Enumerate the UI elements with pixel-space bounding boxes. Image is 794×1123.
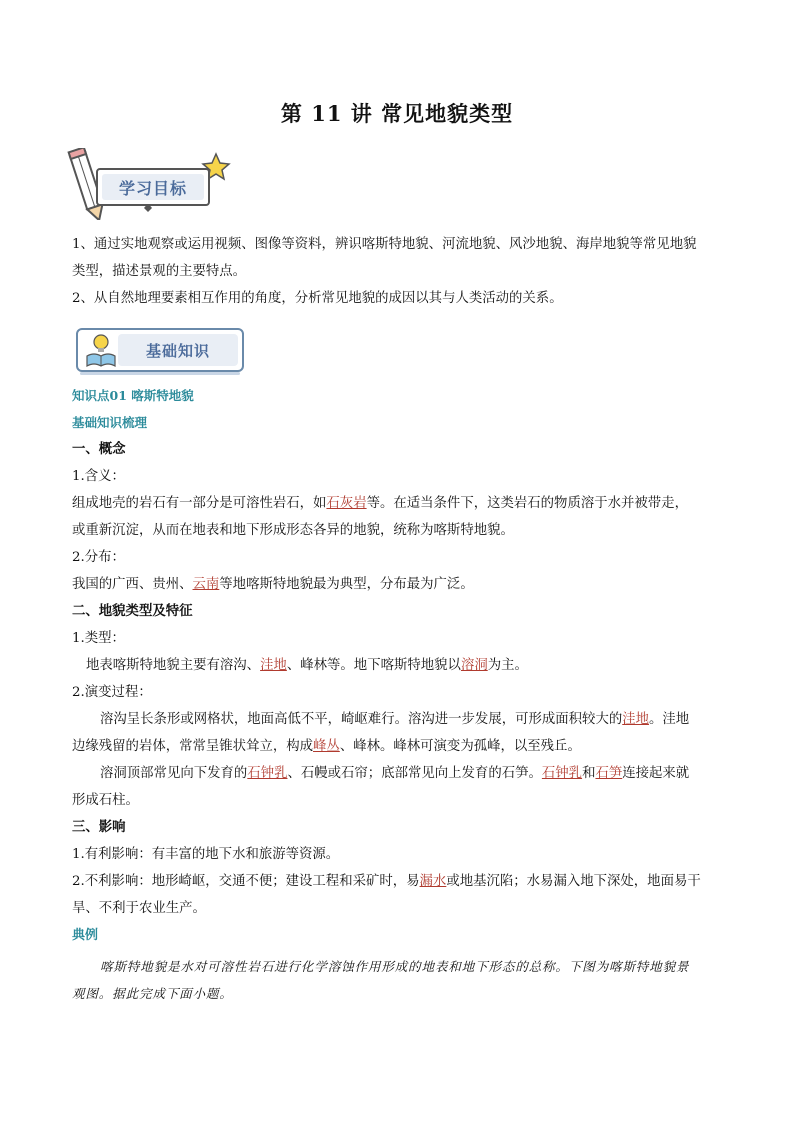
- goal-line-3: 2、从自然地理要素相互作用的角度，分析常见地貌的成因以其与人类活动的关系。: [72, 291, 563, 306]
- highlight-term: 漏水: [419, 874, 447, 889]
- highlight-term: 石笋: [595, 766, 623, 781]
- highlight-term: 石钟乳: [541, 766, 583, 781]
- section-1-heading: 一、概念: [72, 441, 126, 457]
- distribution-label: 2.分布：: [72, 550, 125, 565]
- banner-label: 基础知识: [118, 334, 238, 366]
- banner-frame: [96, 168, 210, 206]
- example-label: 典例: [72, 928, 99, 943]
- types-line: 地表喀斯特地貌主要有溶沟、洼地、峰林等。地下喀斯特地貌以溶洞为主。: [86, 658, 528, 673]
- evolution-label: 2.演变过程：: [72, 685, 152, 700]
- highlight-term: 洼地: [260, 658, 287, 673]
- highlight-term: 溶洞: [460, 658, 488, 673]
- page-title: 第 11 讲 常见地貌类型: [280, 101, 514, 126]
- section-2-heading: 二、地貌类型及特征: [72, 603, 193, 619]
- evolution-line-1: 溶沟呈长条形或网格状，地面高低不平，崎岖难行。溶沟进一步发展，可形成面积较大的洼地。洼地: [100, 712, 690, 727]
- goal-line-1: 1、通过实地观察或运用视频、图像等资料，辨识喀斯特地貌、河流地貌、风沙地貌、海岸地貌等常见地貌: [72, 237, 697, 252]
- lightbulb-book-icon: [84, 332, 118, 368]
- example-line-2: 观图。据此完成下面小题。: [72, 986, 233, 1001]
- example-line-1: 喀斯特地貌是水对可溶性岩石进行化学溶蚀作用形成的地表和地下形态的总称。下图为喀斯特地貌景: [100, 959, 690, 974]
- negative-impact-line-2: 旱、不利于农业生产。: [72, 901, 206, 916]
- goal-line-2: 类型，描述景观的主要特点。: [72, 264, 247, 279]
- evolution-line-4: 形成石柱。: [72, 793, 139, 808]
- types-label: 1.类型：: [72, 631, 125, 646]
- banner-label: 学习目标: [102, 174, 204, 200]
- knowledge-subtitle: 基础知识梳理: [72, 415, 148, 430]
- positive-impact: 1.有利影响：有丰富的地下水和旅游等资源。: [72, 847, 340, 862]
- highlight-term: 石灰岩: [326, 496, 367, 511]
- definition-label: 1.含义：: [72, 469, 125, 484]
- evolution-line-2: 边缘残留的岩体，常常呈锥状耸立，构成峰丛、峰林。峰林可演变为孤峰，以至残丘。: [72, 739, 581, 754]
- highlight-term: 洼地: [622, 712, 650, 727]
- definition-line-2: 或重新沉淀，从而在地表和地下形成形态各异的地貌，统称为喀斯特地貌。: [72, 523, 514, 538]
- definition-line-1: 组成地壳的岩石有一部分是可溶性岩石，如石灰岩等。在适当条件下，这类岩石的物质溶于水并被带走，: [72, 496, 688, 511]
- basics-banner: [72, 322, 248, 378]
- banner-frame: [76, 328, 244, 372]
- highlight-term: 峰丛: [313, 739, 340, 754]
- section-3-heading: 三、影响: [72, 819, 126, 835]
- highlight-term: 石钟乳: [247, 766, 288, 781]
- highlight-term: 云南: [192, 577, 220, 592]
- distribution-line: 我国的广西、贵州、云南等地喀斯特地貌最为典型，分布最为广泛。: [72, 577, 474, 592]
- knowledge-point-title: 知识点01 喀斯特地貌: [72, 388, 194, 403]
- banner-underline: [80, 372, 240, 375]
- learning-goals-banner: [66, 148, 236, 220]
- negative-impact-line-1: 2.不利影响：地形崎岖，交通不便；建设工程和采矿时，易漏水或地基沉陷；水易漏入地下深处，地面易干: [72, 874, 701, 889]
- evolution-line-3: 溶洞顶部常见向下发育的石钟乳、石幔或石帘；底部常见向上发育的石笋。石钟乳和石笋连接起来就: [100, 766, 690, 781]
